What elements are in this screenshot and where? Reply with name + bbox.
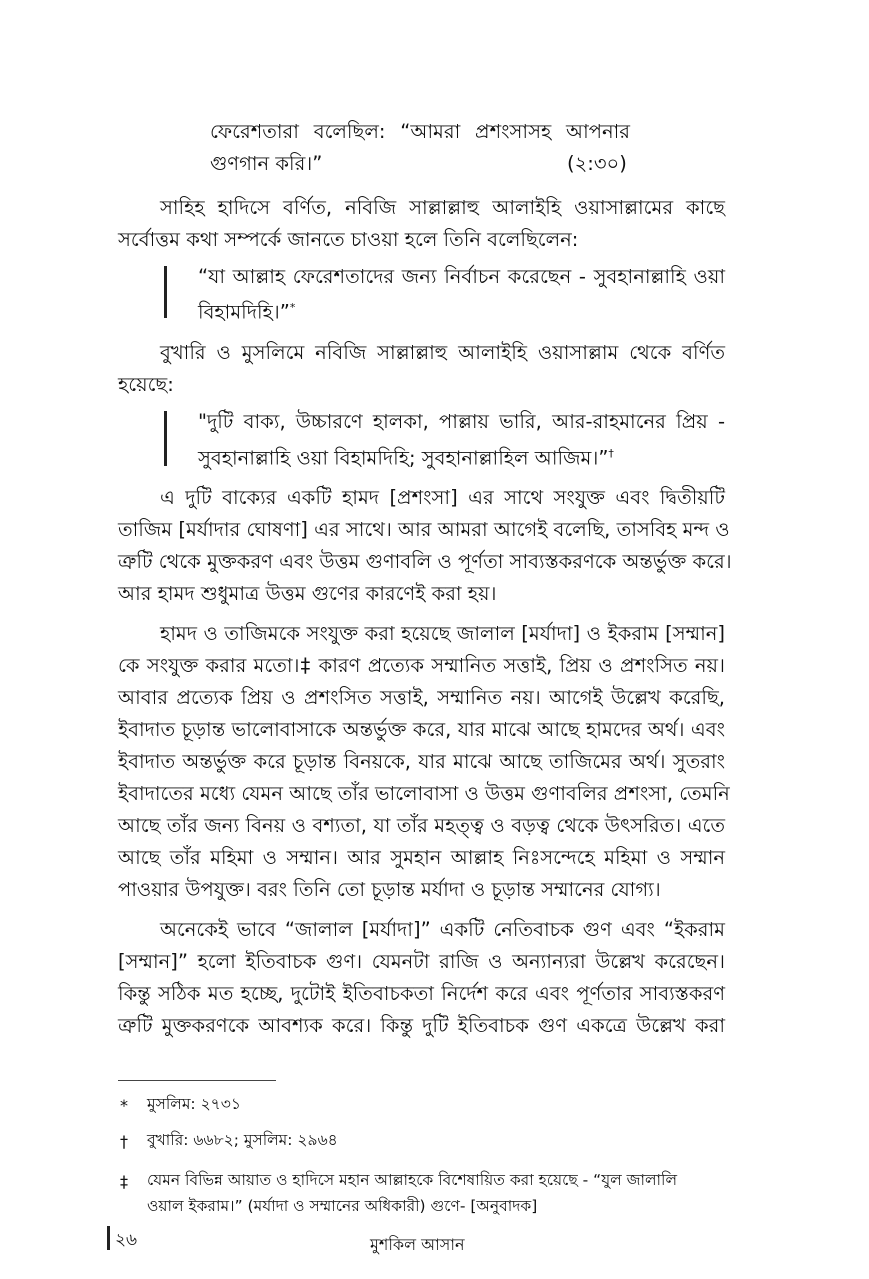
footnote-2-mark: † bbox=[120, 1132, 128, 1151]
page-number: ২৬ bbox=[115, 1230, 138, 1250]
footnote-ref-star: * bbox=[289, 301, 296, 314]
verse-line-2: গুণগান করি।” bbox=[210, 152, 323, 175]
quote-1-line-2 bbox=[198, 296, 295, 325]
paragraph-3-line-2: তাজিম [মর্যাদার ঘোষণা] এর সাথে। আর আমরা আগেই বলেছি, তাসবিহ মন্দ ও bbox=[118, 518, 730, 541]
quote-2-line-1: "দুটি বাক্য, উচ্চারণে হালকা, পাল্লায় ভারি, আর-রাহমানের প্রিয় - bbox=[198, 410, 725, 433]
paragraph-4-line-9: পাওয়ার উপযুক্ত। বরং তিনি তো চূড়ান্ত মর্যাদা ও চূড়ান্ত সম্মানের যোগ্য। bbox=[118, 878, 661, 901]
paragraph-4-line-7: আছে তাঁর জন্য বিনয় ও বশ্যতা, যা তাঁর মহত্ত্ব ও বড়ত্ব থেকে উৎসরিত। এতে bbox=[118, 814, 725, 837]
quote-2-line-2 bbox=[198, 442, 614, 471]
paragraph-5-line-4: ত্রুটি মুক্তকরণকে আবশ্যক করে। কিন্তু দুটি ইতিবাচক গুণ একত্রে উল্লেখ করা bbox=[118, 1014, 726, 1037]
quote-1-line-1: “যা আল্লাহ ফেরেশতাদের জন্য নির্বাচন করেছেন - সুবহানাল্লাহি ওয়া bbox=[198, 265, 725, 288]
paragraph-2-line-1: বুখারি ও মুসলিমে নবিজি সাল্লাল্লাহু আলাইহি ওয়াসাল্লাম থেকে বর্ণিত bbox=[160, 341, 725, 364]
paragraph-5-line-3: কিন্তু সঠিক মত হচ্ছে, দুটোই ইতিবাচকতা নির্দেশ করে এবং পূর্ণতার সাব্যস্তকরণ bbox=[118, 982, 725, 1005]
quote-bar-2 bbox=[164, 411, 167, 466]
footnote-2-text: বুখারি: ৬৬৮২; মুসলিম: ২৯৬৪ bbox=[147, 1131, 338, 1149]
verse-line-1: ফেরেশতারা বলেছিল: “আমরা প্রশংসাসহ আপনার bbox=[210, 120, 630, 143]
quote-2-text: সুবহানাল্লাহি ওয়া বিহামদিহি; সুবহানাল্লাহিল আজিম।” bbox=[198, 446, 609, 470]
verse-reference: (২:৩০) bbox=[567, 152, 627, 175]
footnote-3-text-line-2: ওয়াল ইকরাম।” (মর্যাদা ও সম্মানের অধিকারী) গুণে- [অনুবাদক] bbox=[147, 1197, 538, 1215]
paragraph-3-line-1: এ দুটি বাক্যের একটি হামদ [প্রশংসা] এর সাথে সংযুক্ত এবং দ্বিতীয়টি bbox=[160, 486, 725, 509]
paragraph-1-line-1: সাহিহ হাদিসে বর্ণিত, নবিজি সাল্লাল্লাহু আলাইহি ওয়াসাল্লামের কাছে bbox=[160, 196, 725, 219]
footnote-1-mark: * bbox=[120, 1096, 128, 1115]
quote-bar-1 bbox=[164, 266, 167, 318]
footnote-1-text: মুসলিম: ২৭৩১ bbox=[147, 1095, 241, 1113]
paragraph-2-line-2: হয়েছে: bbox=[118, 373, 174, 396]
footnote-3-mark: ‡ bbox=[120, 1172, 128, 1191]
paragraph-4-line-4: ইবাদাত চূড়ান্ত ভালোবাসাকে অন্তর্ভুক্ত করে, যার মাঝে আছে হামদের অর্থ। এবং bbox=[118, 718, 725, 741]
paragraph-5-line-1: অনেকেই ভাবে “জালাল [মর্যাদা]” একটি নেতিবাচক গুণ এবং “ইকরাম bbox=[160, 918, 725, 941]
running-title: মুশকিল আসান bbox=[370, 1235, 465, 1254]
paragraph-5-line-2: [সম্মান]” হলো ইতিবাচক গুণ। যেমনটা রাজি ও অন্যান্যরা উল্লেখ করেছেন। bbox=[118, 950, 725, 973]
page-number-bar bbox=[107, 1226, 110, 1250]
paragraph-4-line-2: কে সংযুক্ত করার মতো।‡ কারণ প্রত্যেক সম্মানিত সত্তাই, প্রিয় ও প্রশংসিত নয়। bbox=[118, 654, 725, 677]
paragraph-4-line-3: আবার প্রত্যেক প্রিয় ও প্রশংসিত সত্তাই, সম্মানিত নয়। আগেই উল্লেখ করেছি, bbox=[118, 686, 725, 709]
paragraph-4-line-5: ইবাদাত অন্তর্ভুক্ত করে চূড়ান্ত বিনয়কে, যার মাঝে আছে তাজিমের অর্থ। সুতরাং bbox=[118, 750, 725, 773]
paragraph-4-line-8: আছে তাঁর মহিমা ও সম্মান। আর সুমহান আল্লাহ নিঃসন্দেহে মহিমা ও সম্মান bbox=[118, 846, 725, 869]
paragraph-4-line-6: ইবাদাতের মধ্যে যেমন আছে তাঁর ভালোবাসা ও উত্তম গুণাবলির প্রশংসা, তেমনি bbox=[118, 782, 730, 805]
paragraph-3-line-4: আর হামদ শুধুমাত্র উত্তম গুণের কারণেই করা হয়। bbox=[118, 582, 497, 605]
paragraph-3-line-3: ত্রুটি থেকে মুক্তকরণ এবং উত্তম গুণাবলি ও পূর্ণতা সাব্যস্তকরণকে অন্তর্ভুক্ত করে। bbox=[118, 550, 732, 573]
footnote-3-text-line-1: যেমন বিভিন্ন আয়াত ও হাদিসে মহান আল্লাহকে বিশেষায়িত করা হয়েছে - “যুল জালালি bbox=[147, 1171, 678, 1189]
paragraph-4-line-1: হামদ ও তাজিমকে সংযুক্ত করা হয়েছে জালাল [মর্যাদা] ও ইকরাম [সম্মান] bbox=[160, 622, 725, 645]
paragraph-1-line-2: সর্বোত্তম কথা সম্পর্কে জানতে চাওয়া হলে তিনি বলেছিলেন: bbox=[118, 228, 579, 251]
quote-1-text: বিহামদিহি।” bbox=[198, 300, 290, 324]
footnote-divider bbox=[118, 1080, 276, 1081]
footnote-ref-dagger: † bbox=[608, 447, 614, 460]
